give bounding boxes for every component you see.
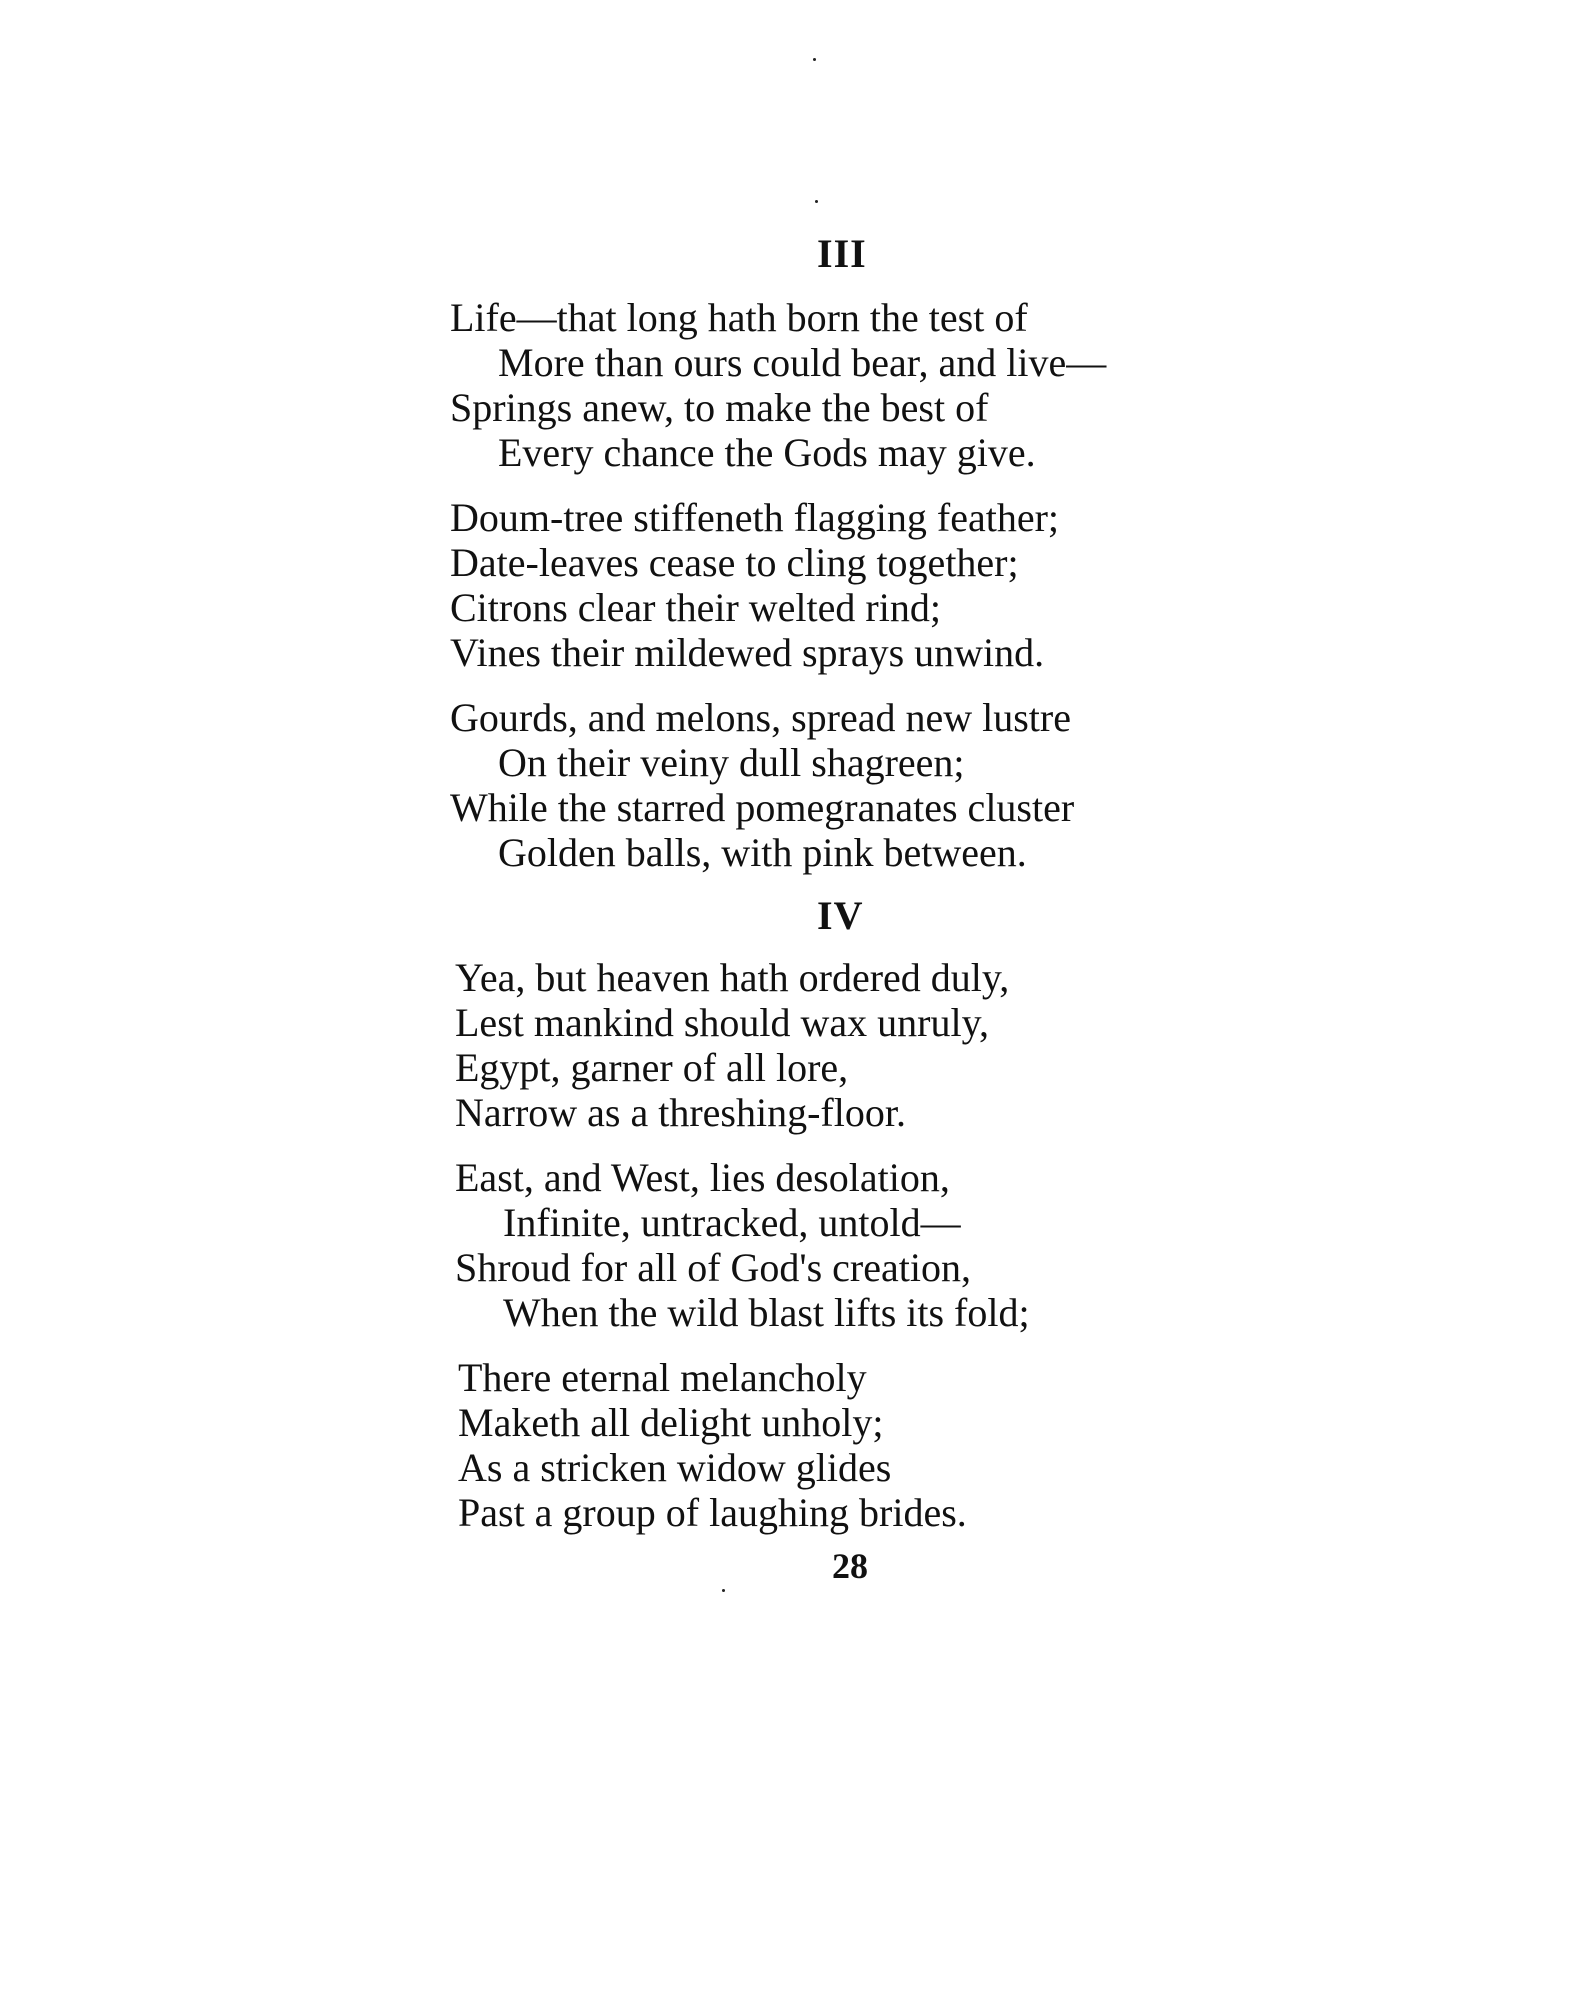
poem-line: Past a group of laughing brides. bbox=[458, 1490, 967, 1535]
scan-speck bbox=[813, 58, 816, 61]
stanza-iii-1 bbox=[450, 295, 1106, 475]
poem-line: Maketh all delight unholy; bbox=[458, 1400, 884, 1445]
stanza-iv-3 bbox=[458, 1355, 967, 1535]
poem-line: While the starred pomegranates cluster bbox=[450, 785, 1075, 830]
poem-line: When the wild blast lifts its fold; bbox=[503, 1290, 1030, 1335]
poem-line: More than ours could bear, and live— bbox=[498, 340, 1107, 385]
poem-line: Infinite, untracked, untold— bbox=[503, 1200, 961, 1245]
poem-line: As a stricken widow glides bbox=[458, 1445, 892, 1490]
scan-speck bbox=[722, 1589, 725, 1592]
scan-speck bbox=[815, 200, 818, 203]
section-heading-iii: III bbox=[817, 231, 867, 276]
stanza-iv-1 bbox=[455, 955, 1009, 1135]
poem-line: Every chance the Gods may give. bbox=[498, 430, 1036, 475]
poem-line: Yea, but heaven hath ordered duly, bbox=[455, 955, 1010, 1000]
poem-line: Egypt, garner of all lore, bbox=[455, 1045, 849, 1090]
poem-line: Narrow as a threshing-floor. bbox=[455, 1090, 906, 1135]
poem-line: On their veiny dull shagreen; bbox=[498, 740, 965, 785]
poem-line: Golden balls, with pink between. bbox=[498, 830, 1027, 875]
poem-line: East, and West, lies desolation, bbox=[455, 1155, 950, 1200]
stanza-iii-3 bbox=[450, 695, 1074, 875]
poem-line: There eternal melancholy bbox=[458, 1355, 867, 1400]
poem-line: Doum-tree stiffeneth flagging feather; bbox=[450, 495, 1060, 540]
poem-line: Date-leaves cease to cling together; bbox=[450, 540, 1019, 585]
poem-line: Springs anew, to make the best of bbox=[450, 385, 989, 430]
stanza-iii-2 bbox=[450, 495, 1059, 675]
poem-line: Vines their mildewed sprays unwind. bbox=[450, 630, 1045, 675]
poem-line: Shroud for all of God's creation, bbox=[455, 1245, 971, 1290]
page-number: 28 bbox=[832, 1546, 868, 1586]
poem-line: Life—that long hath born the test of bbox=[450, 295, 1028, 340]
poem-line: Gourds, and melons, spread new lustre bbox=[450, 695, 1071, 740]
poem-line: Citrons clear their welted rind; bbox=[450, 585, 941, 630]
section-heading-iv: IV bbox=[817, 893, 864, 938]
stanza-iv-2 bbox=[455, 1155, 1030, 1335]
poem-line: Lest mankind should wax unruly, bbox=[455, 1000, 990, 1045]
